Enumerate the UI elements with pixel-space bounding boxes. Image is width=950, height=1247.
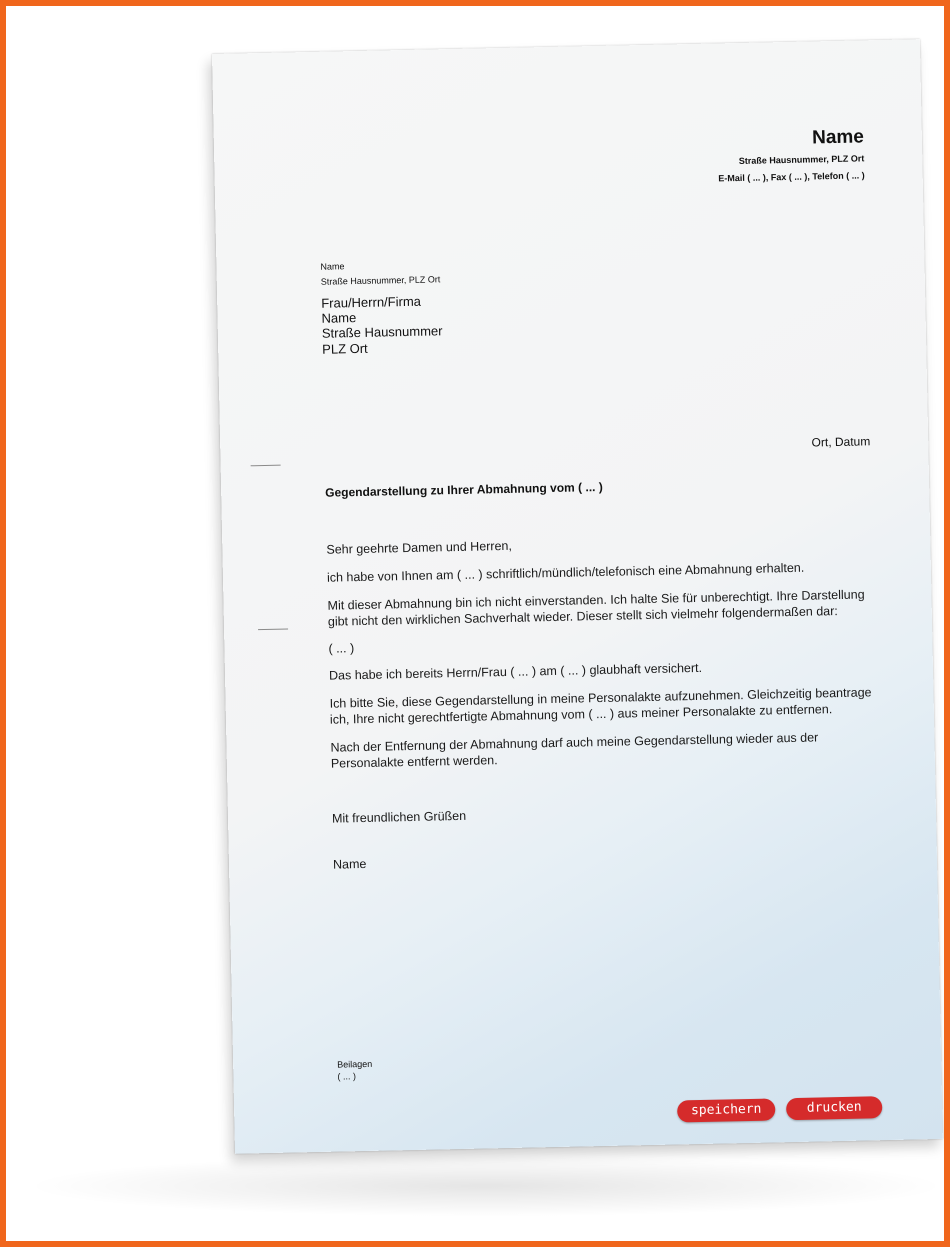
letter-body: [326, 530, 876, 781]
return-address-name: Name: [320, 261, 345, 272]
body-paragraph: Nach der Entfernung der Abmahnung darf auch meine Gegendarstellung wieder aus der Personalakte entfernt werden.: [330, 730, 819, 771]
body-paragraph: ich habe von Ihnen am ( ... ) schriftlich/mündlich/telefonisch eine Abmahnung erhalten.: [326, 560, 805, 585]
letter-date: Ort, Datum: [811, 434, 871, 450]
print-button[interactable]: drucken: [786, 1096, 882, 1120]
recipient-salutation: Frau/Herrn/Firma: [321, 293, 422, 311]
body-greeting: Sehr geehrte Damen und Herren,: [326, 538, 513, 557]
letter-closing: Mit freundlichen Grüßen: [331, 808, 467, 826]
return-address-street: Straße Hausnummer, PLZ Ort: [320, 274, 441, 287]
letter-subject: Gegendarstellung zu Ihrer Abmahnung vom ( ... ): [325, 479, 603, 500]
punch-mark: [258, 629, 288, 631]
save-button[interactable]: speichern: [677, 1098, 775, 1122]
body-paragraph: Mit dieser Abmahnung bin ich nicht einverstanden. Ich halte Sie für unberechtigt. Ihre Darstellung gibt nicht den wirklichen Sachverhalt wieder. Dieser stellt sich vielmehr folgendermaßen dar:: [327, 587, 865, 629]
attachments-label: Beilagen: [337, 1058, 373, 1070]
recipient-name: Name: [321, 310, 357, 326]
body-paragraph: ( ... ): [328, 641, 355, 656]
fold-mark: [251, 465, 281, 467]
body-paragraph: Ich bitte Sie, diese Gegendarstellung in meine Personalakte aufzunehmen. Gleichzeitig beantrage ich, Ihre nicht gerechtfertigte Abmahnung vom ( ... ) aus meiner Personalakte zu entfernen.: [329, 685, 872, 727]
letter-signature: Name: [332, 856, 367, 872]
recipient-street: Straße Hausnummer: [321, 323, 443, 341]
sender-contact: E-Mail ( ... ), Fax ( ... ), Telefon ( ... ): [718, 170, 865, 184]
recipient-city: PLZ Ort: [322, 340, 368, 357]
sender-street: Straße Hausnummer, PLZ Ort: [738, 153, 865, 166]
letter-page: [212, 39, 943, 1154]
attachments-value: ( ... ): [337, 1071, 357, 1082]
body-paragraph: Das habe ich bereits Herrn/Frau ( ... ) am ( ... ) glaubhaft versichert.: [328, 660, 703, 683]
sender-name: Name: [811, 126, 865, 149]
page-shadow: [36, 1156, 936, 1216]
